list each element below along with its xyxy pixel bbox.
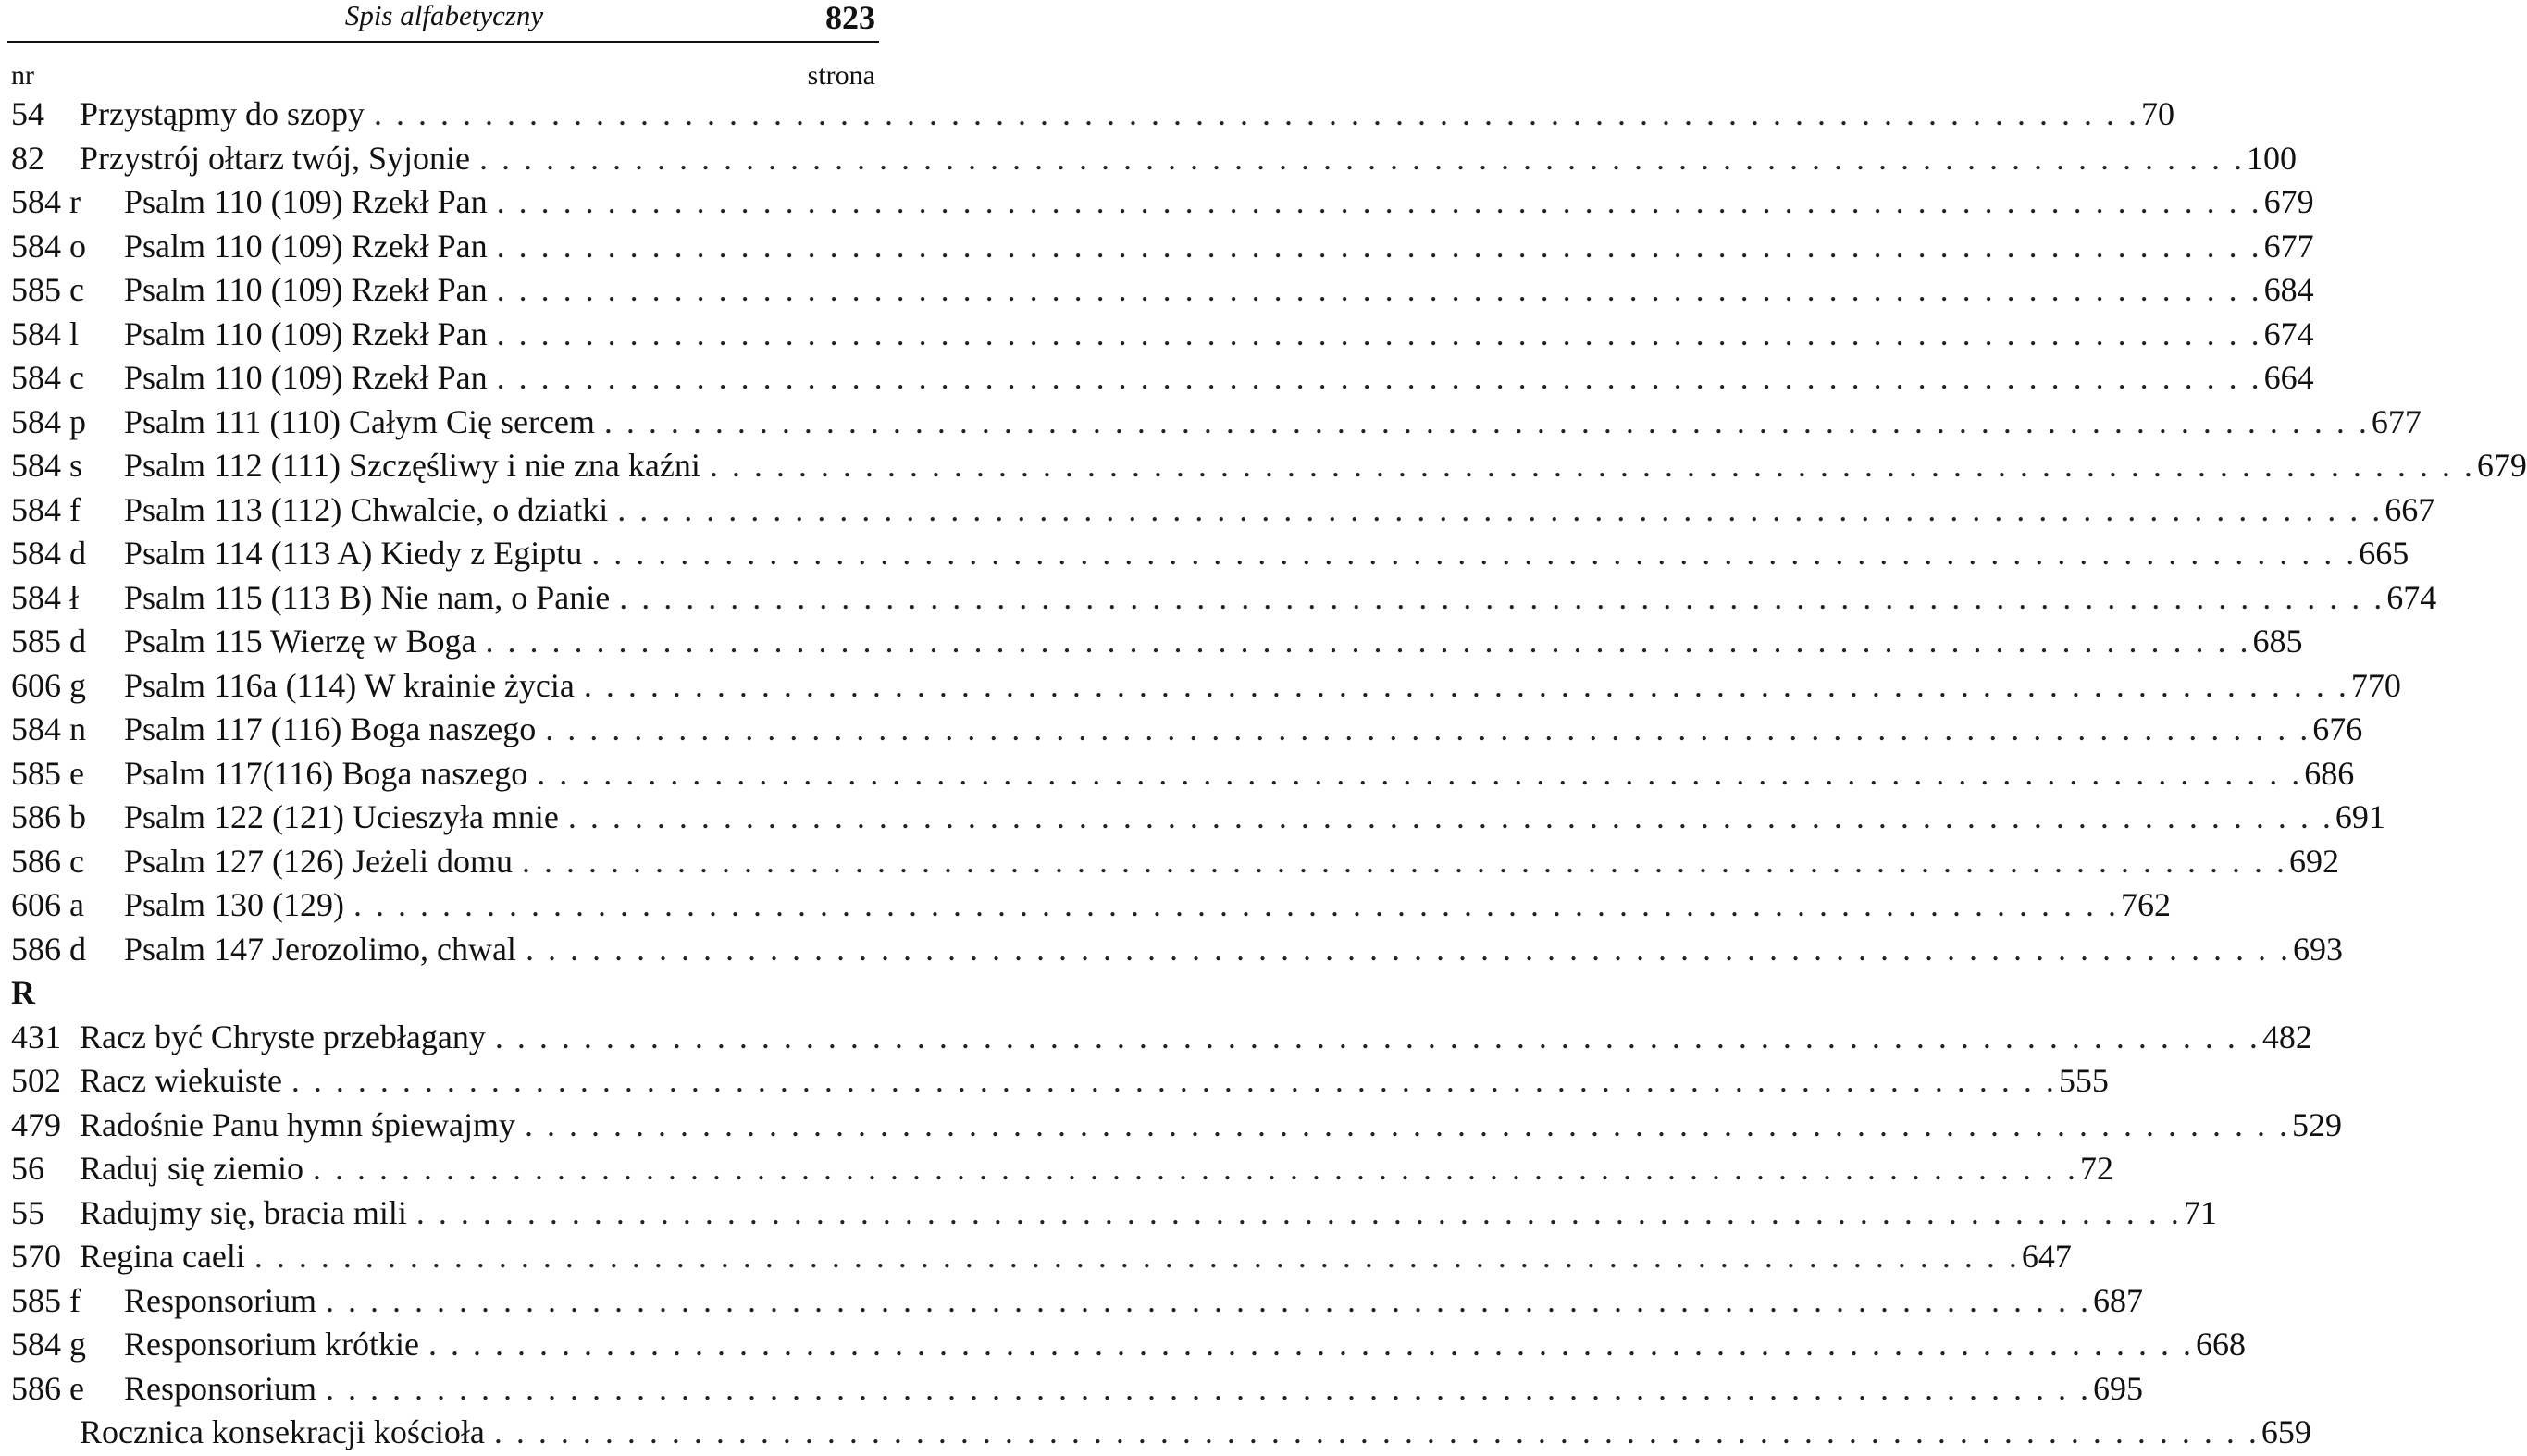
running-title: Spis alfabetyczny — [344, 0, 544, 31]
dot-leader: . . . . . . . . . . . . . . . . . . . . . . . . . . . . . . . . . . . . . . . . . . . . . . . . . . . . . . . . . . . . . . . . . . . . . . . . . . . . . . . . — [524, 1105, 2290, 1143]
dot-leader: . . . . . . . . . . . . . . . . . . . . . . . . . . . . . . . . . . . . . . . . . . . . . . . . . . . . . . . . . . . . . . . . . . . . . . . . . . . . . . . . — [312, 1150, 2078, 1187]
entry-line — [80, 1016, 2312, 1059]
entry-line — [80, 1147, 2113, 1191]
dot-leader: . . . . . . . . . . . . . . . . . . . . . . . . . . . . . . . . . . . . . . . . . . . . . . . . . . . . . . . . . . . . . . . . . . . . . . . . . . . . . . . . — [291, 1062, 2057, 1099]
entry-title: Racz wiekuiste — [80, 1062, 282, 1099]
entry-line — [124, 664, 2401, 708]
entry-line — [124, 268, 2314, 312]
entry-number: 584 o — [11, 227, 86, 265]
entry-number: 584 d — [11, 535, 86, 572]
entry-page: 665 — [2359, 535, 2409, 572]
entry-title: Psalm 113 (112) Chwalcie, o dziatki — [124, 490, 609, 528]
index-entry — [0, 883, 2171, 928]
dot-leader: . . . . . . . . . . . . . . . . . . . . . . . . . . . . . . . . . . . . . . . . . . . . . . . . . . . . . . . . . . . . . . . . . . . . . . . . . . . . . . . . — [496, 271, 2262, 308]
entry-title: Psalm 110 (109) Rzekł Pan — [124, 359, 488, 396]
entry-line — [80, 93, 2174, 136]
entry-page: 668 — [2195, 1326, 2246, 1363]
entry-title: Psalm 110 (109) Rzekł Pan — [124, 183, 488, 220]
index-entry — [0, 137, 2297, 181]
entry-number: 585 d — [11, 623, 86, 660]
index-entry — [0, 928, 2343, 972]
dot-leader: . . . . . . . . . . . . . . . . . . . . . . . . . . . . . . . . . . . . . . . . . . . . . . . . . . . . . . . . . . . . . . . . . . . . . . . . . . . . . . . . — [537, 754, 2303, 792]
entry-line — [124, 752, 2355, 796]
dot-leader: . . . . . . . . . . . . . . . . . . . . . . . . . . . . . . . . . . . . . . . . . . . . . . . . . . . . . . . . . . . . . . . . . . . . . . . . . . . . . . . . — [373, 95, 2139, 132]
dot-leader: . . . . . . . . . . . . . . . . . . . . . . . . . . . . . . . . . . . . . . . . . . . . . . . . . . . . . . . . . . . . . . . . . . . . . . . . . . . . . . . . — [617, 490, 2384, 528]
entry-number: 82 — [11, 139, 44, 177]
entry-title: Psalm 115 (113 B) Nie nam, o Panie — [124, 578, 611, 616]
entry-number: 606 g — [11, 666, 86, 704]
index-entry — [0, 180, 2314, 225]
entry-title: Psalm 110 (109) Rzekł Pan — [124, 315, 488, 352]
entry-page: 529 — [2291, 1105, 2342, 1143]
index-entry — [0, 1367, 2144, 1412]
entry-line — [124, 1323, 2246, 1366]
entry-page: 647 — [2021, 1238, 2072, 1275]
entry-line — [80, 137, 2297, 180]
dot-leader: . . . . . . . . . . . . . . . . . . . . . . . . . . . . . . . . . . . . . . . . . . . . . . . . . . . . . . . . . . . . . . . . . . . . . . . . . . . . . . . . — [326, 1369, 2092, 1407]
entry-title: Psalm 115 Wierzę w Boga — [124, 623, 477, 660]
entry-title: Psalm 117 (116) Boga naszego — [124, 710, 537, 747]
dot-leader: . . . . . . . . . . . . . . . . . . . . . . . . . . . . . . . . . . . . . . . . . . . . . . . . . . . . . . . . . . . . . . . . . . . . . . . . . . . . . . . . — [415, 1193, 2182, 1231]
entry-number: 606 a — [11, 886, 84, 923]
entry-title: Psalm 127 (126) Jeżeli domu — [124, 842, 513, 880]
index-entry — [0, 268, 2314, 313]
entry-number: 54 — [11, 95, 44, 132]
section-letter: R — [11, 974, 35, 1011]
entry-page: 659 — [2261, 1413, 2311, 1450]
header-rule — [7, 41, 879, 43]
dot-leader: . . . . . . . . . . . . . . . . . . . . . . . . . . . . . . . . . . . . . . . . . . . . . . . . . . . . . . . . . . . . . . . . . . . . . . . . . . . . . . . . — [254, 1238, 2020, 1275]
index-entry — [0, 1016, 2312, 1060]
entry-number: 584 c — [11, 359, 84, 396]
entry-number: 584 f — [11, 490, 81, 528]
entry-title: Regina caeli — [80, 1238, 245, 1275]
index-entry — [0, 708, 2363, 752]
entry-page: 482 — [2261, 1018, 2312, 1055]
section-heading — [0, 971, 888, 1016]
dot-leader: . . . . . . . . . . . . . . . . . . . . . . . . . . . . . . . . . . . . . . . . . . . . . . . . . . . . . . . . . . . . . . . . . . . . . . . . . . . . . . . . — [353, 886, 2119, 923]
entry-title: Psalm 111 (110) Całym Cię sercem — [124, 402, 595, 440]
entry-number: 585 c — [11, 271, 84, 308]
index-list — [0, 93, 2527, 1455]
index-entry — [0, 1191, 2217, 1236]
entry-page: 684 — [2263, 271, 2314, 308]
entry-number: 56 — [11, 1150, 44, 1187]
entry-page: 770 — [2350, 666, 2401, 704]
dot-leader: . . . . . . . . . . . . . . . . . . . . . . . . . . . . . . . . . . . . . . . . . . . . . . . . . . . . . . . . . . . . . . . . . . . . . . . . . . . . . . . . — [496, 315, 2262, 352]
dot-leader: . . . . . . . . . . . . . . . . . . . . . . . . . . . . . . . . . . . . . . . . . . . . . . . . . . . . . . . . . . . . . . . . . . . . . . . . . . . . . . . . — [591, 535, 2358, 572]
dot-leader: . . . . . . . . . . . . . . . . . . . . . . . . . . . . . . . . . . . . . . . . . . . . . . . . . . . . . . . . . . . . . . . . . . . . . . . . . . . . . . . . — [326, 1281, 2092, 1319]
dot-leader: . . . . . . . . . . . . . . . . . . . . . . . . . . . . . . . . . . . . . . . . . . . . . . . . . . . . . . . . . . . . . . . . . . . . . . . . . . . . . . . . — [583, 666, 2349, 704]
index-entry — [0, 225, 2314, 269]
entry-page: 679 — [2476, 447, 2527, 484]
entry-title: Rocznica konsekracji kościoła — [80, 1413, 485, 1450]
entry-line — [124, 708, 2363, 751]
entry-title: Raduj się ziemio — [80, 1150, 303, 1187]
entry-number: 431 — [11, 1018, 61, 1055]
entry-line — [124, 883, 2171, 927]
entry-number: 584 g — [11, 1326, 86, 1363]
entry-page: 695 — [2093, 1369, 2144, 1407]
index-entry — [0, 356, 2314, 401]
index-entry — [0, 752, 2355, 796]
dot-leader: . . . . . . . . . . . . . . . . . . . . . . . . . . . . . . . . . . . . . . . . . . . . . . . . . . . . . . . . . . . . . . . . . . . . . . . . . . . . . . . . — [709, 447, 2475, 484]
entry-line — [124, 225, 2314, 268]
dot-leader: . . . . . . . . . . . . . . . . . . . . . . . . . . . . . . . . . . . . . . . . . . . . . . . . . . . . . . . . . . . . . . . . . . . . . . . . . . . . . . . . — [603, 402, 2370, 440]
dot-leader: . . . . . . . . . . . . . . . . . . . . . . . . . . . . . . . . . . . . . . . . . . . . . . . . . . . . . . . . . . . . . . . . . . . . . . . . . . . . . . . . — [619, 578, 2385, 616]
index-entry — [0, 313, 2314, 357]
dot-leader: . . . . . . . . . . . . . . . . . . . . . . . . . . . . . . . . . . . . . . . . . . . . . . . . . . . . . . . . . . . . . . . . . . . . . . . . . . . . . . . . — [494, 1018, 2261, 1055]
entry-line — [124, 1279, 2144, 1323]
entry-title: Psalm 130 (129) — [124, 886, 344, 923]
entry-number: 584 s — [11, 447, 83, 484]
index-entry — [0, 1323, 2246, 1367]
entry-page: 71 — [2183, 1193, 2217, 1231]
entry-title: Psalm 110 (109) Rzekł Pan — [124, 227, 488, 265]
entry-line — [124, 796, 2385, 839]
dot-leader: . . . . . . . . . . . . . . . . . . . . . . . . . . . . . . . . . . . . . . . . . . . . . . . . . . . . . . . . . . . . . . . . . . . . . . . . . . . . . . . . — [525, 930, 2291, 968]
dot-leader: . . . . . . . . . . . . . . . . . . . . . . . . . . . . . . . . . . . . . . . . . . . . . . . . . . . . . . . . . . . . . . . . . . . . . . . . . . . . . . . . — [478, 139, 2245, 177]
entry-line — [124, 180, 2314, 224]
entry-number: 585 e — [11, 754, 84, 792]
entry-number: 586 c — [11, 842, 84, 880]
entry-number: 584 p — [11, 402, 86, 440]
index-entry — [0, 93, 2174, 137]
index-entry — [0, 488, 2435, 533]
entry-page: 677 — [2263, 227, 2314, 265]
entry-title: Przystąpmy do szopy — [80, 95, 365, 132]
entry-line — [80, 1104, 2342, 1147]
entry-number: 584 n — [11, 710, 86, 747]
entry-line — [124, 620, 2303, 663]
entry-number: 586 e — [11, 1369, 84, 1407]
entry-number: 55 — [11, 1193, 44, 1231]
entry-number: 570 — [11, 1238, 61, 1275]
entry-number: 584 ł — [11, 578, 80, 616]
index-entry — [0, 532, 2409, 576]
entry-title: Psalm 114 (113 A) Kiedy z Egiptu — [124, 535, 583, 572]
entry-line — [80, 1411, 2311, 1454]
entry-page: 686 — [2304, 754, 2355, 792]
entry-page: 687 — [2093, 1281, 2144, 1319]
entry-title: Psalm 116a (114) W krainie życia — [124, 666, 575, 704]
entry-line — [80, 1235, 2072, 1278]
entry-title: Responsorium — [124, 1281, 317, 1319]
entry-page: 100 — [2246, 139, 2297, 177]
index-entry — [0, 1147, 2113, 1191]
entry-title: Psalm 122 (121) Ucieszyła mnie — [124, 798, 559, 835]
entry-title: Radujmy się, bracia mili — [80, 1193, 407, 1231]
dot-leader: . . . . . . . . . . . . . . . . . . . . . . . . . . . . . . . . . . . . . . . . . . . . . . . . . . . . . . . . . . . . . . . . . . . . . . . . . . . . . . . . — [496, 227, 2262, 265]
index-entry — [0, 1235, 2072, 1279]
entry-page: 685 — [2252, 623, 2303, 660]
dot-leader: . . . . . . . . . . . . . . . . . . . . . . . . . . . . . . . . . . . . . . . . . . . . . . . . . . . . . . . . . . . . . . . . . . . . . . . . . . . . . . . . — [521, 842, 2287, 880]
dot-leader: . . . . . . . . . . . . . . . . . . . . . . . . . . . . . . . . . . . . . . . . . . . . . . . . . . . . . . . . . . . . . . . . . . . . . . . . . . . . . . . . — [493, 1413, 2260, 1450]
entry-page: 667 — [2385, 490, 2435, 528]
entry-title: Responsorium krótkie — [124, 1326, 419, 1363]
entry-line — [124, 401, 2422, 444]
index-entry — [0, 840, 2339, 884]
index-entry — [0, 1411, 2311, 1455]
entry-number: 479 — [11, 1105, 61, 1143]
index-entry — [0, 620, 2303, 664]
dot-leader: . . . . . . . . . . . . . . . . . . . . . . . . . . . . . . . . . . . . . . . . . . . . . . . . . . . . . . . . . . . . . . . . . . . . . . . . . . . . . . . . — [485, 623, 2251, 660]
dot-leader: . . . . . . . . . . . . . . . . . . . . . . . . . . . . . . . . . . . . . . . . . . . . . . . . . . . . . . . . . . . . . . . . . . . . . . . . . . . . . . . . — [496, 359, 2262, 396]
entry-line — [124, 576, 2437, 620]
entry-page: 70 — [2140, 95, 2174, 132]
entry-number: 502 — [11, 1062, 61, 1099]
index-entry — [0, 796, 2385, 840]
entry-page: 72 — [2079, 1150, 2113, 1187]
entry-page: 555 — [2058, 1062, 2109, 1099]
entry-line — [124, 840, 2339, 883]
entry-title: Przystrój ołtarz twój, Syjonie — [80, 139, 470, 177]
entry-page: 762 — [2121, 886, 2171, 923]
index-entry — [0, 1104, 2342, 1148]
entry-title: Psalm 110 (109) Rzekł Pan — [124, 271, 488, 308]
entry-line — [124, 313, 2314, 356]
entry-page: 693 — [2292, 930, 2343, 968]
entry-page: 691 — [2335, 798, 2385, 835]
entry-line — [124, 488, 2435, 532]
index-entry — [0, 1279, 2144, 1324]
entry-line — [124, 444, 2527, 487]
entry-title: Psalm 117(116) Boga naszego — [124, 754, 528, 792]
column-header-nr: nr — [11, 60, 34, 91]
column-header-strona: strona — [807, 60, 875, 91]
dot-leader: . . . . . . . . . . . . . . . . . . . . . . . . . . . . . . . . . . . . . . . . . . . . . . . . . . . . . . . . . . . . . . . . . . . . . . . . . . . . . . . . — [567, 798, 2334, 835]
page-header — [0, 0, 888, 43]
index-entry — [0, 401, 2422, 445]
index-entry — [0, 664, 2401, 709]
entry-line — [80, 1059, 2109, 1103]
entry-line — [80, 1191, 2217, 1235]
column-headers — [0, 59, 888, 93]
entry-page: 664 — [2263, 359, 2314, 396]
index-entry — [0, 1059, 2109, 1104]
entry-title: Racz być Chryste przebłagany — [80, 1018, 486, 1055]
entry-title: Radośnie Panu hymn śpiewajmy — [80, 1105, 515, 1143]
index-entry — [0, 444, 2527, 488]
entry-page: 677 — [2371, 402, 2422, 440]
dot-leader: . . . . . . . . . . . . . . . . . . . . . . . . . . . . . . . . . . . . . . . . . . . . . . . . . . . . . . . . . . . . . . . . . . . . . . . . . . . . . . . . — [496, 183, 2262, 220]
entry-title: Responsorium — [124, 1369, 317, 1407]
entry-page: 674 — [2386, 578, 2437, 616]
index-entry — [0, 576, 2437, 621]
entry-number: 585 f — [11, 1281, 81, 1319]
dot-leader: . . . . . . . . . . . . . . . . . . . . . . . . . . . . . . . . . . . . . . . . . . . . . . . . . . . . . . . . . . . . . . . . . . . . . . . . . . . . . . . . — [545, 710, 2311, 747]
entry-line — [124, 1367, 2144, 1411]
entry-page: 679 — [2263, 183, 2314, 220]
page-number: 823 — [825, 0, 875, 36]
entry-number: 586 b — [11, 798, 86, 835]
entry-number: 586 d — [11, 930, 86, 968]
entry-page: 674 — [2263, 315, 2314, 352]
entry-page: 676 — [2312, 710, 2363, 747]
dot-leader: . . . . . . . . . . . . . . . . . . . . . . . . . . . . . . . . . . . . . . . . . . . . . . . . . . . . . . . . . . . . . . . . . . . . . . . . . . . . . . . . — [427, 1326, 2194, 1363]
entry-page: 692 — [2288, 842, 2339, 880]
entry-title: Psalm 112 (111) Szczęśliwy i nie zna kaźni — [124, 447, 700, 484]
entry-number: 584 r — [11, 183, 81, 220]
entry-number: 584 l — [11, 315, 80, 352]
entry-line — [124, 928, 2343, 971]
entry-title: Psalm 147 Jerozolimo, chwal — [124, 930, 516, 968]
entry-line — [124, 532, 2409, 575]
entry-line — [124, 356, 2314, 400]
